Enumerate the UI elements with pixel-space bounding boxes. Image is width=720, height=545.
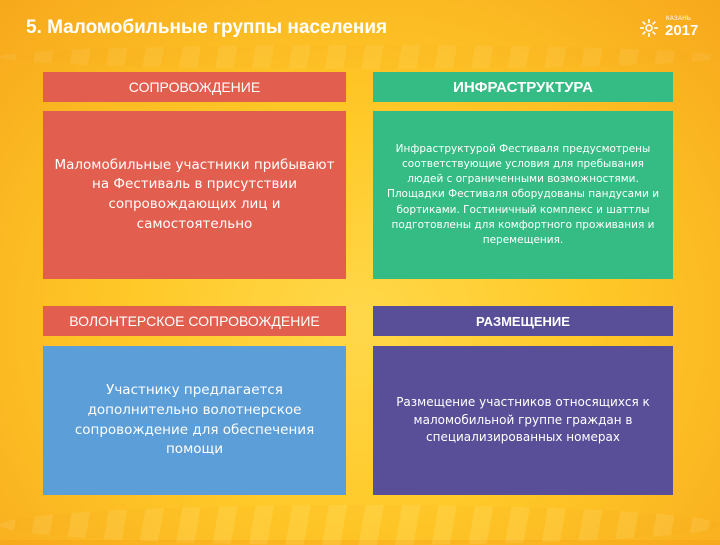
logo-year: 2017: [665, 22, 699, 39]
escort-heading: СОПРОВОЖДЕНИЕ: [43, 72, 346, 102]
infrastructure-text: Инфраструктурой Фестиваля предусмотрены соответствующие условия для пребывания людей с ограниченными возможностями. Площадки Фестиваля оборудованы пандусами и бортиками. Гостиничный комплекс и шаттлы подготовлены для комфортного проживания и перемещения.: [373, 111, 673, 279]
festival-logo: [638, 16, 700, 40]
volunteer-text: Участнику предлагается дополнительно волотнерское сопровождение для обеспечения помощи: [43, 346, 346, 495]
escort-text: Маломобильные участники прибывают на Фестиваль в присутствии сопровождающих лиц и самостоятельно: [43, 111, 346, 279]
infrastructure-heading: ИНФРАСТРУКТУРА: [373, 72, 673, 102]
accommodation-text: Размещение участников относящихся к маломобильной группе граждан в специализированных номерах: [373, 346, 673, 495]
accommodation-heading: РАЗМЕЩЕНИЕ: [373, 306, 673, 336]
background-wave: [0, 45, 720, 69]
slide-title: 5. Маломобильные группы населения: [26, 17, 388, 38]
logo-word: КАЗАНЬ: [666, 16, 692, 22]
festival-flower-icon: [638, 17, 660, 39]
volunteer-heading: ВОЛОНТЕРСКОЕ СОПРОВОЖДЕНИЕ: [43, 306, 346, 336]
background-wave: [0, 505, 720, 545]
